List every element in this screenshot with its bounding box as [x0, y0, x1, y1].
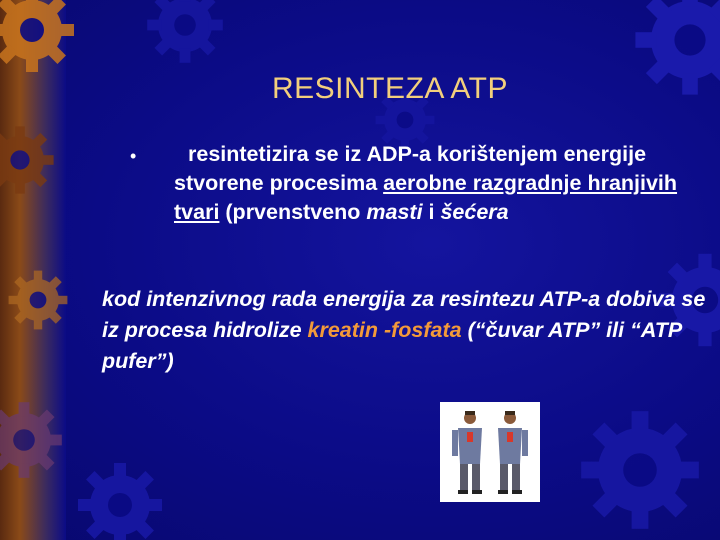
- bullet-text-italic-masti: masti: [366, 200, 423, 224]
- slide-title: RESINTEZA ATP: [272, 72, 508, 105]
- figure-right: [498, 411, 528, 494]
- body-paragraph: [102, 284, 712, 377]
- bullet-text-underlined: aerobne razgradnje hranjivih tvari: [174, 171, 678, 224]
- bullet-text-part1: resintetizira se iz ADP-a korištenjem energije stvorene procesima: [174, 142, 647, 195]
- paragraph-part1: kod intenzivnog rada energija za resintezu ATP-a dobiva se iz procesa hidrolize: [102, 287, 706, 342]
- bullet-marker: •: [130, 146, 137, 166]
- two-figures-clipart: [440, 402, 540, 502]
- paragraph-highlight: kreatin -fosfata: [307, 318, 462, 342]
- paragraph-part2: (“čuvar ATP” ili “ATP pufer”): [102, 318, 682, 373]
- bullet-text-part2: (prvenstveno: [219, 200, 367, 224]
- bullet-text-italic-secera: šećera: [440, 200, 509, 224]
- bullet-text-part3: i: [422, 200, 441, 224]
- bullet-text: [174, 140, 684, 227]
- figure-left: [452, 411, 482, 494]
